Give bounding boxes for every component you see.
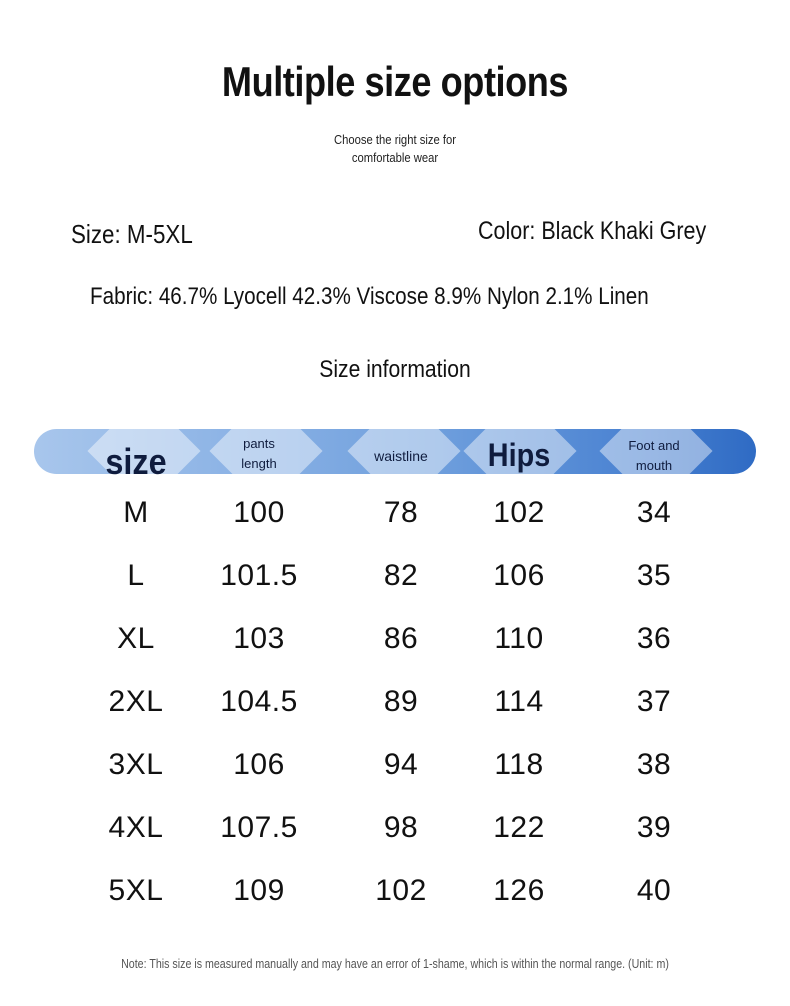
cell-hips: 114 [494, 685, 544, 718]
subtitle-line-2: comfortable wear [351, 151, 439, 165]
cell-waistline: 98 [383, 811, 419, 844]
table-row [0, 748, 790, 788]
header-size: size [105, 441, 167, 482]
cell-foot-mouth: 37 [636, 685, 672, 718]
cell-size: 3XL [108, 748, 164, 781]
cell-pants-length: 104.5 [220, 685, 298, 718]
page-title: Multiple size options [221, 58, 569, 105]
cell-foot-mouth: 35 [636, 559, 672, 592]
table-row [0, 874, 790, 914]
cell-pants-length: 101.5 [220, 559, 298, 592]
cell-foot-mouth: 40 [636, 874, 672, 907]
cell-size: 2XL [108, 685, 164, 718]
cell-waistline: 78 [383, 496, 419, 529]
table-row [0, 811, 790, 851]
cell-pants-length: 103 [233, 622, 285, 655]
header-hips: Hips [487, 437, 551, 473]
cell-foot-mouth: 34 [636, 496, 672, 529]
table-row [0, 559, 790, 599]
cell-size: XL [117, 622, 155, 655]
cell-hips: 106 [493, 559, 545, 592]
cell-waistline: 102 [375, 874, 427, 907]
cell-size: 5XL [108, 874, 164, 907]
header-pants-length-line-1: pants [243, 436, 275, 451]
subtitle [40, 131, 751, 167]
header-foot-mouth-line-2: mouth [635, 458, 673, 473]
cell-hips: 126 [493, 874, 545, 907]
size-range-text: Size: M-5XL [71, 219, 193, 249]
color-options-text: Color: Black Khaki Grey [478, 217, 707, 245]
cell-pants-length: 107.5 [220, 811, 298, 844]
cell-pants-length: 106 [233, 748, 285, 781]
cell-size: M [123, 496, 149, 529]
cell-waistline: 82 [383, 559, 419, 592]
cell-size: L [127, 559, 145, 592]
table-row [0, 496, 790, 536]
cell-hips: 110 [494, 622, 544, 655]
header-foot-mouth-line-1: Foot and [628, 438, 680, 453]
cell-hips: 102 [493, 496, 545, 529]
fabric-composition-text: Fabric: 46.7% Lyocell 42.3% Viscose 8.9% Nylon 2.1% Linen [90, 283, 649, 310]
cell-waistline: 89 [383, 685, 419, 718]
header-foot-mouth [628, 436, 679, 476]
measurement-note: Note: This size is measured manually and may have an error of 1-shame, which is within the normal range. (Unit: m) [121, 956, 669, 971]
cell-foot-mouth: 36 [636, 622, 672, 655]
section-title: Size information [319, 356, 471, 383]
header-pants-length-line-2: length [241, 456, 277, 471]
subtitle-line-1: Choose the right size for [334, 133, 456, 147]
cell-foot-mouth: 38 [636, 748, 672, 781]
cell-size: 4XL [108, 811, 164, 844]
cell-hips: 122 [493, 811, 545, 844]
cell-pants-length: 100 [233, 496, 285, 529]
cell-pants-length: 109 [233, 874, 285, 907]
cell-waistline: 86 [383, 622, 419, 655]
cell-waistline: 94 [383, 748, 419, 781]
table-row [0, 622, 790, 662]
header-pants-length [241, 434, 276, 474]
table-row [0, 685, 790, 725]
header-waistline: waistline [374, 448, 428, 464]
cell-hips: 118 [494, 748, 544, 781]
cell-foot-mouth: 39 [636, 811, 672, 844]
